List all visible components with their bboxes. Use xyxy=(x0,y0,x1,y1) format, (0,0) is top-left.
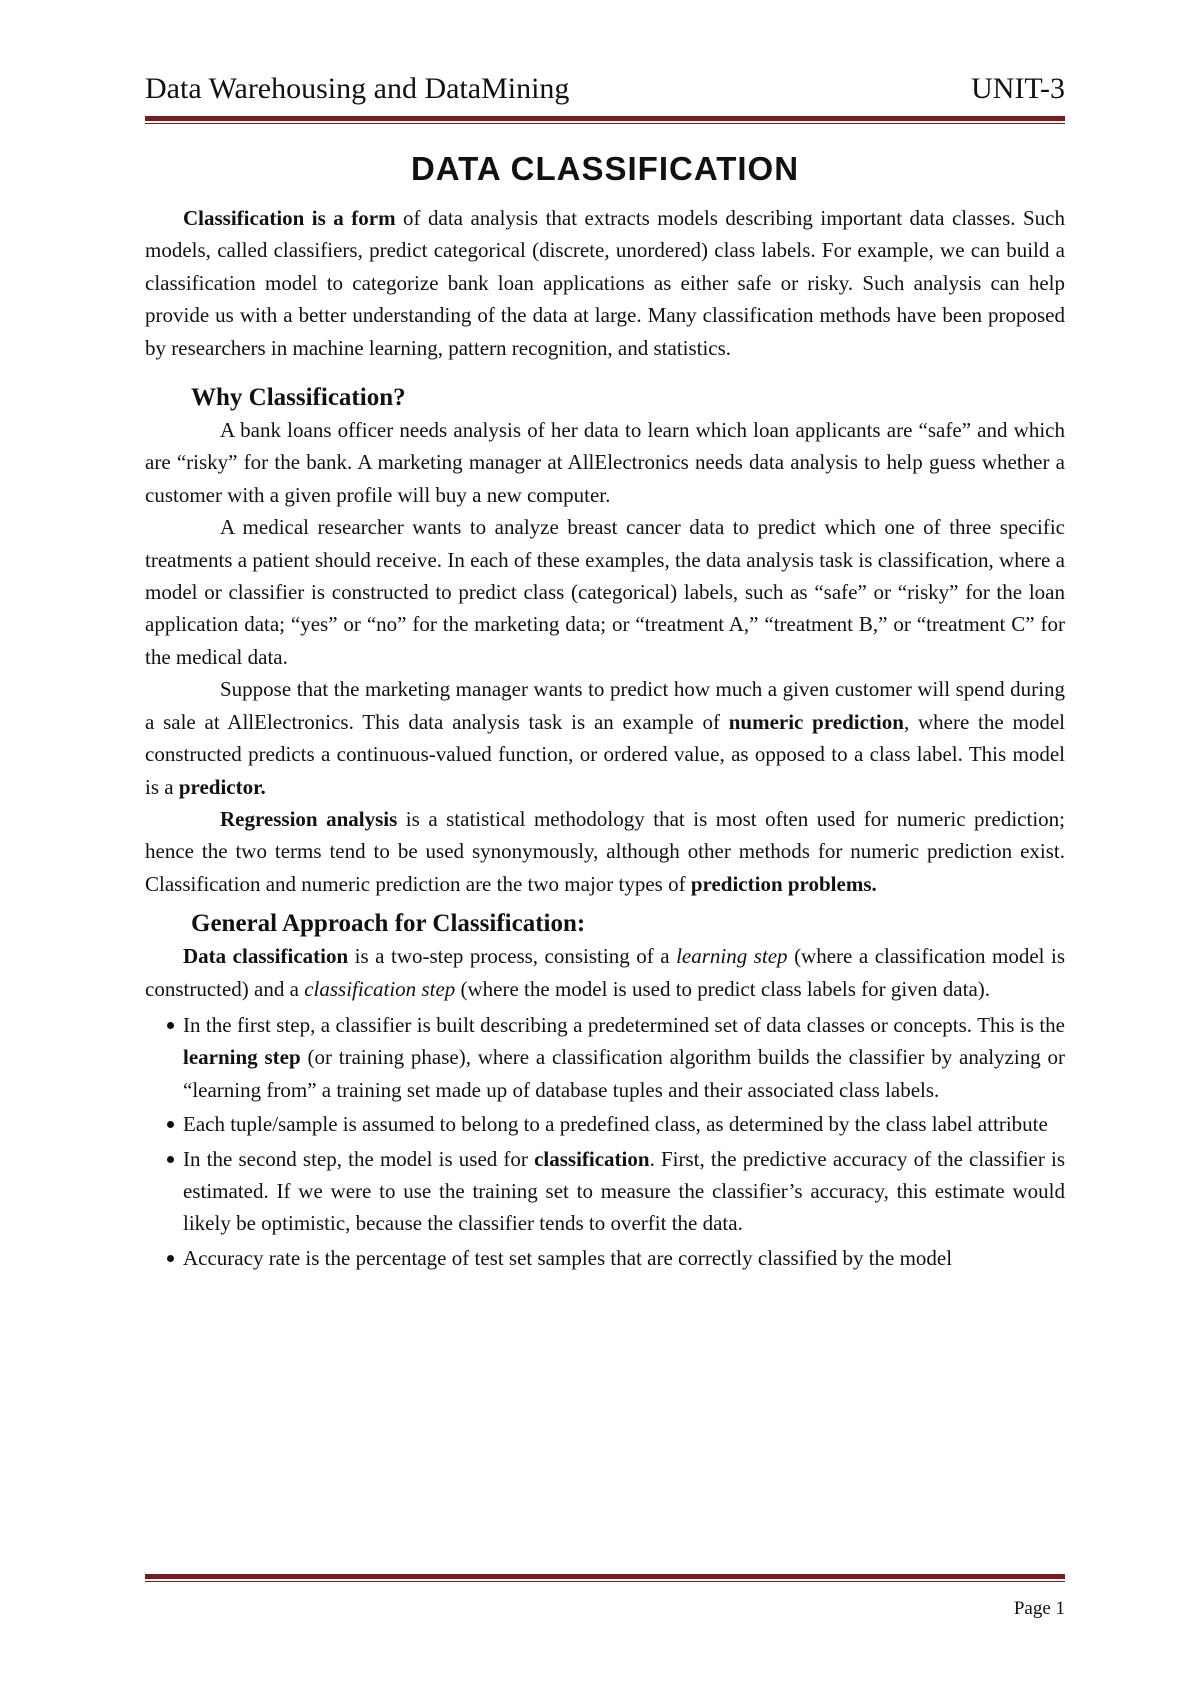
general-italic-classification-step: classification step xyxy=(304,976,456,1001)
p4-bold-prediction-problems: prediction problems. xyxy=(690,871,877,896)
b1-bold-learning-step: learning step xyxy=(183,1045,301,1070)
general-text-a: is a two-step process, consisting of a xyxy=(348,944,677,969)
bullet-second-step xyxy=(183,1143,1065,1240)
header-course-title: Data Warehousing and DataMining xyxy=(145,72,570,105)
why-paragraph-3 xyxy=(145,673,1065,803)
general-bold-data-classification: Data classification xyxy=(183,944,349,969)
p3-bold-predictor: predictor. xyxy=(178,774,266,799)
b1-text-c: (or training phase), where a classification algorithm builds the classifier by analyzing or “learning from” a training set made up of database tuples and their associated class labels. xyxy=(183,1045,1065,1102)
footer-rule-thin xyxy=(145,1581,1065,1582)
why-classification-heading: Why Classification? xyxy=(191,384,406,412)
why-paragraph-4 xyxy=(145,803,1065,900)
page-title: DATA CLASSIFICATION xyxy=(410,150,800,187)
p3-text-a: Suppose that the marketing manager wants to predict how much a given customer will spend during a sale at AllElectronics. This data analysis task is an example of xyxy=(145,677,1065,734)
bullet-icon xyxy=(167,1156,174,1163)
b3-bold-classification: classification xyxy=(534,1146,650,1171)
p4-bold-regression: Regression analysis xyxy=(220,806,398,831)
b1-text-a: In the first step, a classifier is built describing a predetermined set of data classes or concepts. This is the xyxy=(183,1012,1065,1037)
page-body xyxy=(145,140,1065,1276)
bullet-tuple-sample xyxy=(183,1108,1065,1140)
general-paragraph xyxy=(145,940,1065,1005)
bullet-icon xyxy=(167,1022,174,1029)
page-number: Page 1 xyxy=(1013,1598,1065,1619)
approach-bullet-list xyxy=(145,1009,1065,1274)
intro-text: of data analysis that extracts models describing important data classes. Such models, called classifiers, predict categorical (discrete, unordered) class labels. For example, we can build a classification model to categorize bank loan applications as either safe or risky. Such analysis can help provide us with a better understanding of the data at large. Many classification methods have been proposed by researchers in machine learning, pattern recognition, and statistics. xyxy=(145,206,1065,360)
p3-text-c: , where the model constructed predicts a continuous-valued function, or ordered value, as opposed to a class label. This model is a xyxy=(145,709,1065,799)
why-paragraph-1: A bank loans officer needs analysis of her data to learn which loan applicants are “safe” and which are “risky” for the bank. A marketing manager at AllElectronics needs data analysis to help guess whether a customer with a given profile will buy a new computer. xyxy=(145,418,1065,507)
b3-text-a: In the second step, the model is used for xyxy=(183,1146,535,1171)
footer-rule-thick xyxy=(145,1574,1065,1579)
intro-bold-lead: Classification is a form xyxy=(183,206,396,230)
bullet-first-step xyxy=(183,1009,1065,1106)
header-rule-thick xyxy=(145,116,1065,121)
general-text-c: (where a classification model is constructed) and a xyxy=(145,944,1065,1001)
bullet-icon xyxy=(167,1121,174,1128)
p4-text: is a statistical methodology that is most often used for numeric prediction; hence the two terms tend to be used synonymously, although other methods for numeric prediction exist. Classification and numeric prediction are the two major types of xyxy=(145,806,1065,896)
b4-text: Accuracy rate is the percentage of test set samples that are correctly classified by the model xyxy=(183,1245,953,1270)
why-paragraph-2: A medical researcher wants to analyze breast cancer data to predict which one of three specific treatments a patient should receive. In each of these examples, the data analysis task is classification, where a model or classifier is constructed to predict class (categorical) labels, such as “safe” or “risky” for the loan application data; “yes” or “no” for the marketing data; or “treatment A,” “treatment B,” or “treatment C” for the medical data. xyxy=(145,515,1065,669)
general-italic-learning-step: learning step xyxy=(676,944,788,969)
p3-bold-numeric-prediction: numeric prediction xyxy=(728,709,904,734)
general-approach-heading: General Approach for Classification: xyxy=(191,910,586,938)
general-text-d: (where the model is used to predict class labels for given data). xyxy=(455,976,991,1001)
b3-text-c: . First, the predictive accuracy of the classifier is estimated. If we were to use the training set to measure the classifier’s accuracy, this estimate would likely be optimistic, because the classifier tends to overfit the data. xyxy=(183,1146,1065,1236)
intro-paragraph xyxy=(145,202,1065,364)
header-unit-label: UNIT-3 xyxy=(971,72,1065,105)
bullet-icon xyxy=(167,1255,174,1262)
header-rule-thin xyxy=(145,123,1065,124)
b2-text: Each tuple/sample is assumed to belong to a predefined class, as determined by the class label attribute xyxy=(183,1112,1048,1137)
page-header xyxy=(145,72,1065,116)
bullet-accuracy-rate xyxy=(183,1242,1065,1274)
